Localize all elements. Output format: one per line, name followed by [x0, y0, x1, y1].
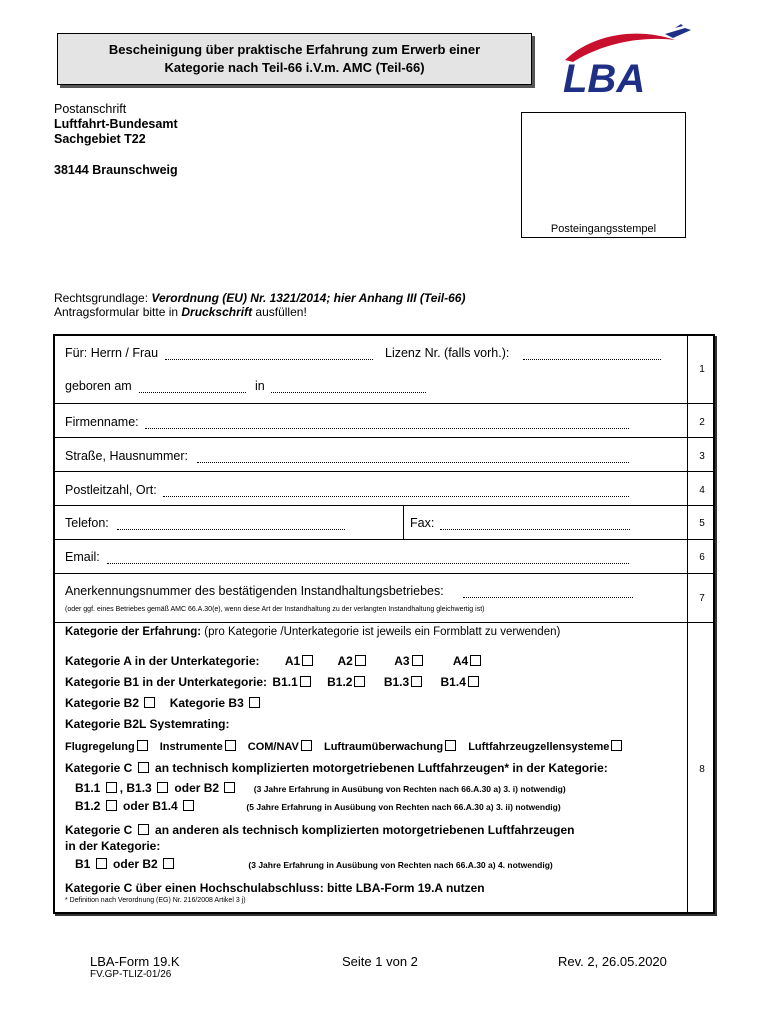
category-b1-label: Kategorie B1 in der Unterkategorie: [65, 675, 268, 689]
c-complex-line-1 [75, 781, 566, 795]
option-b1-2[interactable] [327, 675, 368, 689]
fax-label: Fax: [410, 516, 435, 530]
row-number-8: 8 [699, 764, 705, 775]
form-id: LBA-Form 19.K [90, 954, 180, 969]
company-label: Firmenname: [65, 415, 139, 429]
option-zellensysteme[interactable] [468, 740, 625, 753]
category-c-complex-row [65, 761, 608, 775]
checkbox[interactable] [470, 655, 481, 666]
category-c-label: Kategorie C [65, 823, 133, 837]
row-number-3: 3 [699, 451, 705, 462]
row-number-1: 1 [699, 364, 705, 375]
option-label: B1.2 [327, 675, 353, 689]
legal-basis-ref: Verordnung (EU) Nr. 1321/2014; hier Anhang III (Teil-66) [151, 291, 466, 305]
checkbox-b1-2[interactable] [106, 800, 117, 811]
category-heading-note: (pro Kategorie /Unterkategorie ist jeweils ein Formblatt zu verwenden) [201, 626, 561, 638]
row-number-5: 5 [699, 518, 705, 529]
street-label: Straße, Hausnummer: [65, 449, 188, 463]
row-divider [55, 622, 713, 623]
row-divider [55, 573, 713, 574]
approval-number-input[interactable] [463, 597, 633, 598]
instr-prefix: Antragsformular bitte in [54, 305, 182, 319]
row-divider [55, 471, 713, 472]
option-label: Kategorie B3 [169, 696, 244, 710]
row-number-7: 7 [699, 593, 705, 604]
option-label: COM/NAV [247, 741, 299, 753]
instr-suffix: ausfüllen! [252, 305, 307, 319]
form-code: FV.GP-TLIZ-01/26 [90, 969, 172, 980]
row-divider [55, 437, 713, 438]
option-label: Luftfahrzeugzellensysteme [468, 741, 610, 753]
option-a2[interactable] [338, 654, 369, 668]
title-line-2: Kategorie nach Teil-66 i.V.m. AMC (Teil-66) [164, 60, 425, 75]
option-a1[interactable] [285, 654, 316, 668]
checkbox-b1-3[interactable] [157, 782, 168, 793]
stamp-label: Posteingangsstempel [550, 223, 657, 235]
street-input[interactable] [197, 462, 629, 463]
option-b3[interactable] [170, 696, 263, 710]
row-number-6: 6 [699, 552, 705, 563]
category-c-other-line-2: in der Kategorie: [65, 839, 161, 853]
address-line-1: Luftfahrt-Bundesamt [54, 117, 178, 131]
checkbox-b1-4[interactable] [183, 800, 194, 811]
phone-input[interactable] [117, 529, 345, 530]
name-input[interactable] [165, 359, 373, 360]
option-flugregelung[interactable] [65, 740, 151, 753]
checkbox[interactable] [412, 655, 423, 666]
row-number-4: 4 [699, 485, 705, 496]
category-b2-b3-row [65, 696, 263, 710]
form-title [57, 33, 532, 85]
c-complex-line-2 [75, 799, 561, 813]
option-a4[interactable] [453, 654, 484, 668]
checkbox[interactable] [300, 676, 311, 687]
option-label: B1.1 [75, 781, 101, 795]
title-line-1: Bescheinigung über praktische Erfahrung zum Erwerb einer [108, 42, 481, 57]
fax-input[interactable] [440, 529, 630, 530]
option-label: B1 [75, 857, 91, 871]
checkbox[interactable] [611, 740, 622, 751]
approval-number-note: (oder ggf. eines Betriebes gemäß AMC 66.A.30(e), wenn diese Art der Instandhaltung zu der verlangten Instandhaltung gleichwertig ist) [65, 606, 485, 613]
option-label: A3 [394, 654, 410, 668]
approval-number-label: Anerkennungsnummer des bestätigenden Instandhaltungsbetriebes: [65, 584, 444, 598]
c-other-line [75, 857, 553, 871]
option-label: Kategorie B2 [65, 696, 140, 710]
checkbox[interactable] [249, 697, 260, 708]
option-label: A1 [284, 654, 301, 668]
option-label: B1.4 [440, 675, 466, 689]
c-complex-note-2: (5 Jahre Erfahrung in Ausübung von Rechten nach 66.A.30 a) 3. ii) notwendig) [246, 802, 561, 812]
birthplace-input[interactable] [271, 392, 426, 393]
page-number: Seite 1 von 2 [342, 954, 418, 969]
category-c-other-text: an anderen als technisch komplizierten motorgetriebenen Luftfahrzeugen [155, 823, 575, 837]
checkbox[interactable] [468, 676, 479, 687]
company-input[interactable] [145, 428, 629, 429]
category-b2l-label: Kategorie B2L Systemrating: [65, 717, 230, 731]
row-number-2: 2 [699, 417, 705, 428]
instr-bold: Druckschrift [181, 305, 253, 319]
phone-fax-divider [403, 505, 404, 539]
license-label: Lizenz Nr. (falls vorh.): [385, 346, 510, 360]
checkbox[interactable] [137, 740, 148, 751]
category-heading-bold: Kategorie der Erfahrung: [65, 626, 202, 638]
category-c-degree: Kategorie C über einen Hochschulabschluss: bitte LBA-Form 19.A nutzen [65, 881, 485, 895]
checkbox[interactable] [301, 740, 312, 751]
c-complex-note-1: (3 Jahre Erfahrung in Ausübung von Rechten nach 66.A.30 a) 3. i) notwendig) [253, 784, 566, 794]
option-label: B1.2 [75, 799, 101, 813]
option-com-nav[interactable] [248, 740, 315, 753]
option-b2[interactable] [65, 696, 158, 710]
lba-logo [545, 22, 695, 102]
birthplace-label: in [255, 379, 265, 393]
category-c-other-checkbox[interactable] [138, 824, 149, 835]
option-label: A4 [452, 654, 469, 668]
footnote: * Definition nach Verordnung (EG) Nr. 216/2008 Artikel 3 j) [65, 897, 246, 904]
option-label: oder B2 [174, 781, 220, 795]
postal-address [54, 102, 178, 178]
option-instrumente[interactable] [160, 740, 239, 753]
option-b1-4[interactable] [441, 675, 482, 689]
option-label: B1.1 [272, 675, 298, 689]
born-label: geboren am [65, 379, 132, 393]
application-form [53, 334, 715, 914]
zip-city-input[interactable] [163, 496, 629, 497]
category-a-label: Kategorie A in der Unterkategorie: [65, 654, 260, 668]
name-label: Für: Herrn / Frau [65, 346, 159, 360]
option-label: B1.3 [383, 675, 410, 689]
email-label: Email: [65, 550, 100, 564]
email-input[interactable] [107, 563, 629, 564]
checkbox[interactable] [302, 655, 313, 666]
license-input[interactable] [523, 359, 661, 360]
phone-label: Telefon: [65, 516, 109, 530]
address-city: 38144 Braunschweig [54, 163, 178, 177]
checkbox-b2[interactable] [163, 858, 174, 869]
checkbox-b2[interactable] [224, 782, 235, 793]
checkbox[interactable] [445, 740, 456, 751]
legal-basis [54, 291, 465, 319]
zip-city-label: Postleitzahl, Ort: [65, 483, 157, 497]
checkbox[interactable] [411, 676, 422, 687]
checkbox[interactable] [144, 697, 155, 708]
row-divider [55, 539, 713, 540]
b2l-options-row [65, 740, 625, 753]
option-label: oder B2 [113, 857, 158, 871]
category-c-complex-text: an technisch komplizierten motorgetriebenen Luftfahrzeugen* in der Kategorie: [155, 761, 608, 775]
option-label: Luftraumüberwachung [323, 741, 444, 753]
checkbox-b1[interactable] [96, 858, 107, 869]
option-label: Flugregelung [65, 741, 135, 753]
category-a-row [65, 654, 484, 668]
birthdate-input[interactable] [139, 392, 246, 393]
option-label: Instrumente [159, 741, 223, 753]
legal-basis-prefix: Rechtsgrundlage: [54, 291, 152, 305]
c-other-note: (3 Jahre Erfahrung in Ausübung von Rechten nach 66.A.30 a) 4. notwendig) [248, 860, 553, 870]
address-label: Postanschrift [54, 102, 127, 116]
checkbox[interactable] [355, 655, 366, 666]
category-heading [65, 626, 560, 638]
option-label: A2 [337, 654, 353, 668]
row-divider [55, 505, 713, 506]
option-label: , B1.3 [119, 781, 152, 795]
category-b1-row [65, 675, 482, 689]
option-label: oder B1.4 [123, 799, 178, 813]
logo-text: LBA [563, 57, 646, 101]
revision: Rev. 2, 26.05.2020 [558, 954, 667, 969]
option-b1-3[interactable] [384, 675, 425, 689]
row-divider [55, 403, 713, 404]
category-c-label: Kategorie C [65, 761, 133, 775]
option-a3[interactable] [394, 654, 425, 668]
option-b1-1[interactable] [272, 675, 313, 689]
checkbox-b1-1[interactable] [106, 782, 117, 793]
category-c-other-row [65, 823, 574, 837]
category-c-complex-checkbox[interactable] [138, 762, 149, 773]
checkbox[interactable] [225, 740, 236, 751]
option-luftraum[interactable] [324, 740, 459, 753]
address-line-2: Sachgebiet T22 [54, 132, 146, 146]
receipt-stamp-box [521, 112, 686, 238]
checkbox[interactable] [354, 676, 365, 687]
